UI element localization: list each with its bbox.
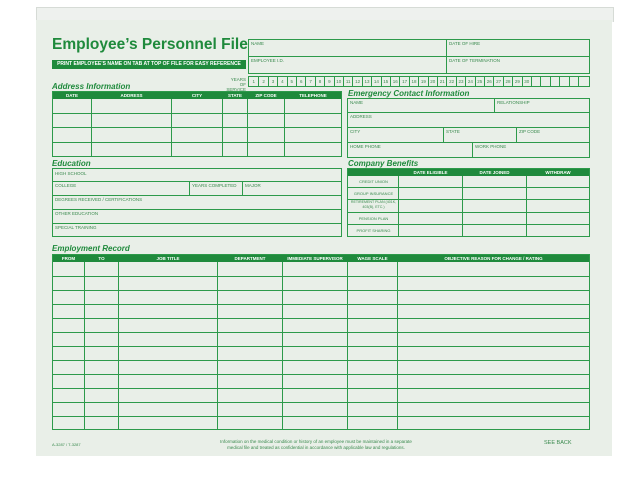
employment-row-line xyxy=(53,416,589,417)
address-col-state: STATE xyxy=(223,92,247,99)
employment-heading: Employment Record xyxy=(52,244,130,253)
years-of-service-box[interactable]: 6 xyxy=(296,77,305,87)
years-of-service-box[interactable]: 19 xyxy=(418,77,427,87)
benefits-col-withdraw: WITHDRAW xyxy=(527,169,589,176)
education-heading: Education xyxy=(52,159,91,168)
emergency-heading: Emergency Contact Information xyxy=(348,89,470,98)
years-of-service-box[interactable]: 29 xyxy=(512,77,521,87)
form-code: A-3287 / T-3287 xyxy=(52,442,81,447)
years-of-service-box[interactable]: 20 xyxy=(428,77,437,87)
years-of-service-box[interactable]: 14 xyxy=(371,77,380,87)
benefits-heading: Company Benefits xyxy=(348,159,419,168)
years-of-service-box[interactable]: 3 xyxy=(268,77,277,87)
years-of-service-blank-box[interactable] xyxy=(531,77,540,87)
years-of-service-box[interactable]: 16 xyxy=(390,77,399,87)
college-field[interactable]: COLLEGE xyxy=(55,183,77,188)
emergency-work-phone-field[interactable]: WORK PHONE xyxy=(475,144,507,149)
years-of-service-box[interactable]: 21 xyxy=(437,77,446,87)
education-box xyxy=(52,168,342,237)
confidentiality-notice-line2: medical file and treated as confidential in accordance with applicable law and regulations. xyxy=(227,445,405,450)
address-heading: Address Information xyxy=(52,82,131,91)
benefit-credit-union: CREDIT UNION xyxy=(359,179,388,184)
years-of-service-blank-box[interactable] xyxy=(578,77,587,87)
years-of-service-blank-box[interactable] xyxy=(550,77,559,87)
employment-col-supervisor: IMMEDIATE SUPERVISOR xyxy=(283,255,347,262)
years-of-service-box[interactable]: 27 xyxy=(493,77,502,87)
benefit-profit-sharing: PROFIT SHARING xyxy=(356,228,391,233)
emergency-name-field[interactable]: NAME xyxy=(350,100,364,105)
years-of-service-box[interactable]: 12 xyxy=(352,77,361,87)
years-of-service-box[interactable]: 17 xyxy=(399,77,408,87)
years-of-service-box[interactable]: 11 xyxy=(343,77,352,87)
years-of-service-box[interactable]: 18 xyxy=(409,77,418,87)
address-table xyxy=(52,91,342,157)
years-of-service-box[interactable]: 7 xyxy=(305,77,314,87)
employment-col-wage-scale: WAGE SCALE xyxy=(348,255,397,262)
employment-row-line xyxy=(53,276,589,277)
employment-col-job-title: JOB TITLE xyxy=(119,255,217,262)
emergency-relationship-field[interactable]: RELATIONSHIP xyxy=(497,100,530,105)
tab-instruction-banner: PRINT EMPLOYEE’S NAME ON TAB AT TOP OF FILE FOR EASY REFERENCE xyxy=(52,60,246,69)
years-of-service-box[interactable]: 22 xyxy=(446,77,455,87)
high-school-field[interactable]: HIGH SCHOOL xyxy=(55,171,87,176)
years-of-service-blank-box[interactable] xyxy=(540,77,549,87)
years-completed-field[interactable]: YEARS COMPLETED xyxy=(192,183,237,188)
personnel-file-sheet xyxy=(36,20,612,456)
confidentiality-notice-line1: Information on the medical condition or history of an employee must be maintained in a separate xyxy=(220,439,412,444)
employment-row-line xyxy=(53,318,589,319)
employee-info-box xyxy=(248,39,590,74)
degrees-field[interactable]: DEGREES RECEIVED / CERTIFICATIONS xyxy=(55,197,143,202)
years-of-service-label: YEARS OF SERVICE xyxy=(226,77,246,92)
emergency-contact-box xyxy=(347,98,590,158)
emergency-zip-field[interactable]: ZIP CODE xyxy=(519,129,541,134)
name-field[interactable]: NAME xyxy=(251,41,265,46)
see-back-label: SEE BACK xyxy=(544,440,572,446)
years-of-service-box[interactable]: 28 xyxy=(503,77,512,87)
benefit-pension-plan: PENSION PLAN xyxy=(358,216,389,221)
benefits-table xyxy=(347,168,590,237)
years-of-service-box[interactable]: 15 xyxy=(381,77,390,87)
emergency-address-field[interactable]: ADDRESS xyxy=(350,114,372,119)
employment-row-line xyxy=(53,360,589,361)
date-of-hire-field[interactable]: DATE OF HIRE xyxy=(449,41,481,46)
years-of-service-box[interactable]: 13 xyxy=(362,77,371,87)
employment-row-line xyxy=(53,402,589,403)
employment-row-line xyxy=(53,374,589,375)
employment-row-line xyxy=(53,332,589,333)
employment-col-reason: OBJECTIVE REASON FOR CHANGE / RATING xyxy=(398,255,589,262)
employment-col-to: TO xyxy=(85,255,118,262)
employment-row-line xyxy=(53,304,589,305)
years-of-service-box[interactable]: 24 xyxy=(465,77,474,87)
major-field[interactable]: MAJOR xyxy=(245,183,261,188)
address-col-address: ADDRESS xyxy=(92,92,171,99)
benefits-col-date-eligible: DATE ELIGIBLE xyxy=(399,169,462,176)
employee-id-field[interactable]: EMPLOYEE I.D. xyxy=(251,58,285,63)
address-col-date: DATE xyxy=(53,92,91,99)
date-of-termination-field[interactable]: DATE OF TERMINATION xyxy=(449,58,501,63)
form-title: Employee’s Personnel File xyxy=(52,36,248,53)
years-of-service-box[interactable]: 26 xyxy=(484,77,493,87)
employment-col-department: DEPARTMENT xyxy=(218,255,282,262)
years-of-service-blank-box[interactable] xyxy=(569,77,578,87)
years-of-service-box[interactable]: 10 xyxy=(334,77,343,87)
years-of-service-box[interactable]: 4 xyxy=(277,77,286,87)
other-education-field[interactable]: OTHER EDUCATION xyxy=(55,211,99,216)
emergency-state-field[interactable]: STATE xyxy=(446,129,460,134)
emergency-city-field[interactable]: CITY xyxy=(350,129,361,134)
special-training-field[interactable]: SPECIAL TRAINING xyxy=(55,225,97,230)
years-of-service-box[interactable]: 1 xyxy=(252,79,255,84)
address-col-city: CITY xyxy=(172,92,222,99)
employment-record-table xyxy=(52,254,590,430)
years-of-service-box[interactable]: 9 xyxy=(324,77,333,87)
employment-row-line xyxy=(53,290,589,291)
benefits-col-date-joined: DATE JOINED xyxy=(463,169,526,176)
benefit-retirement-plan: RETIREMENT PLAN (401K, 403(B), ETC.) xyxy=(350,200,397,209)
address-col-telephone: TELEPHONE xyxy=(285,92,341,99)
years-of-service-box[interactable]: 2 xyxy=(258,77,267,87)
benefit-group-insurance: GROUP INSURANCE xyxy=(353,191,394,196)
employment-row-line xyxy=(53,346,589,347)
years-of-service-blank-box[interactable] xyxy=(559,77,568,87)
emergency-home-phone-field[interactable]: HOME PHONE xyxy=(350,144,381,149)
years-of-service-strip xyxy=(248,76,590,87)
years-of-service-box[interactable]: 23 xyxy=(456,77,465,87)
address-col-zip: ZIP CODE xyxy=(248,92,284,99)
years-of-service-box[interactable]: 8 xyxy=(315,77,324,87)
years-of-service-box[interactable]: 30 xyxy=(522,77,531,87)
employment-col-from: FROM xyxy=(53,255,84,262)
years-of-service-box[interactable]: 25 xyxy=(475,77,484,87)
years-of-service-box[interactable]: 5 xyxy=(287,77,296,87)
employment-row-line xyxy=(53,388,589,389)
